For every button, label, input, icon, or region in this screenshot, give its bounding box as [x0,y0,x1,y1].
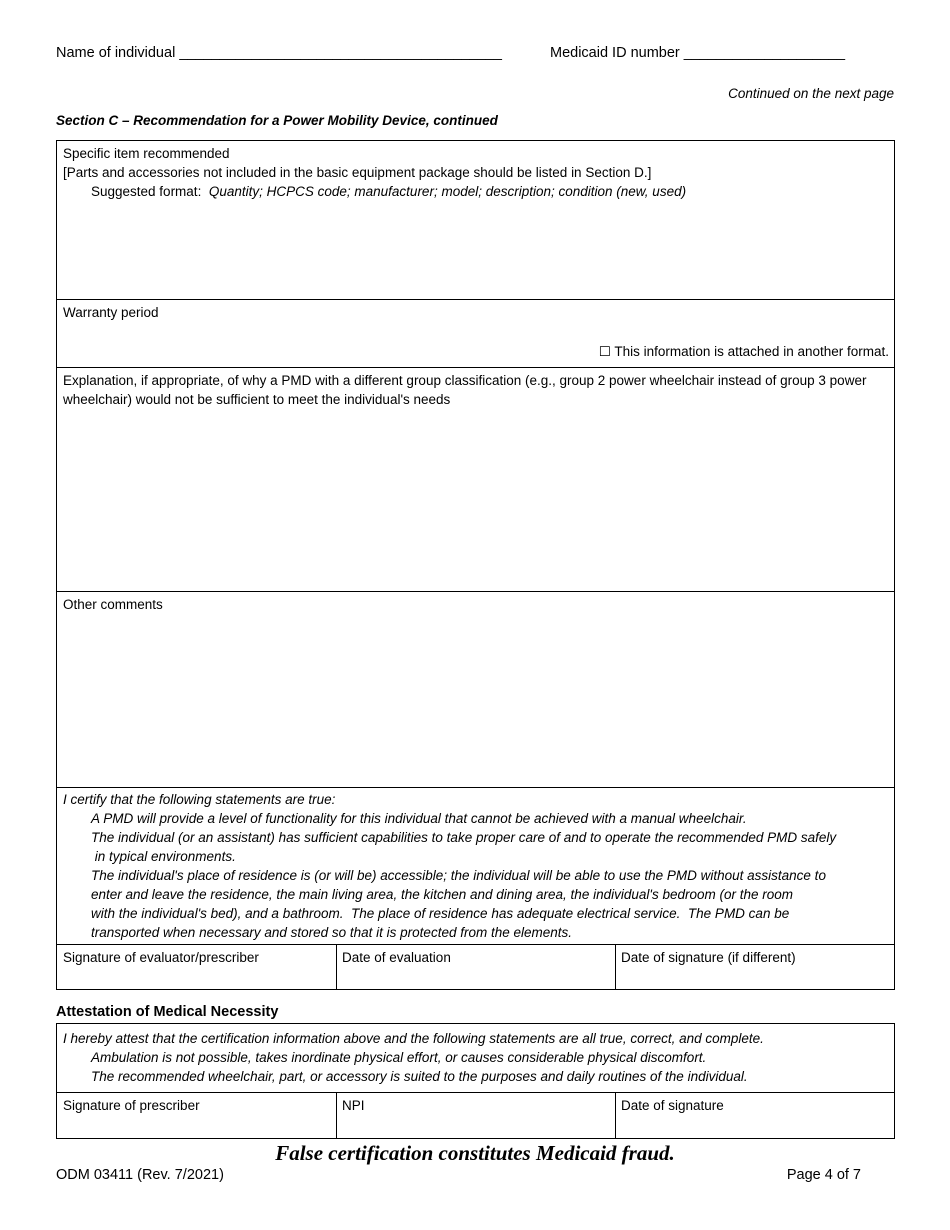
explanation-cell[interactable] [57,367,894,591]
evaluation-date-label: Date of evaluation [342,950,451,965]
checkbox-icon[interactable]: ☐ [598,344,611,359]
certify-statement-2b: in typical environments. [91,849,236,864]
certify-statement-2a: The individual (or an assistant) has sufficient capabilities to take proper care of and to operate the recommended PMD safely [91,830,837,845]
evaluator-signature-cell[interactable] [57,945,336,990]
signature-date-cell[interactable] [615,945,894,990]
specific-item-label: Specific item recommended [63,146,230,161]
medicaid-id-field[interactable] [550,45,845,61]
certify-statement-3d: transported when necessary and stored so that it is protected from the elements. [91,925,573,940]
suggested-format [63,182,686,201]
continued-note: Continued on the next page [728,86,894,101]
name-label: Name of individual [56,45,176,61]
signature-date-label: Date of signature (if different) [621,950,796,965]
name-of-individual-field[interactable] [56,45,502,61]
explanation-label: Explanation, if appropriate, of why a PMD with a different group classification (e.g., group 2 power wheelchair instead of group 3 power wheelchair) would not be sufficient to meet the individual's needs [63,373,867,407]
checkbox-label: This information is attached in another format. [614,344,889,359]
medicaid-label: Medicaid ID number [550,45,680,61]
specific-item-cell[interactable] [57,141,894,299]
certify-statement-3a: The individual's place of residence is (or will be) accessible; the individual will be able to use the PMD without assistance to [91,868,826,883]
specific-item-note: [Parts and accessories not included in the basic equipment package should be listed in Section D.] [63,165,652,180]
evaluator-signature-label: Signature of evaluator/prescriber [63,950,259,965]
attestation-statement-1: Ambulation is not possible, takes inordinate physical effort, or causes considerable physical discomfort. [91,1050,707,1065]
signature-row [57,944,894,989]
name-blank: ________________________________________ [179,45,502,61]
certify-statement-1: A PMD will provide a level of functionality for this individual that cannot be achieved with a manual wheelchair. [91,811,747,826]
attestation-title: Attestation of Medical Necessity [56,1004,279,1020]
attestation-form [56,1023,895,1139]
certify-statement-3b: enter and leave the residence, the main living area, the kitchen and dining area, the individual's bedroom (or the room [91,887,793,902]
fraud-warning: False certification constitutes Medicaid fraud. [275,1141,675,1165]
attestation-intro: I hereby attest that the certification information above and the following statements are all true, correct, and complete. [63,1031,764,1046]
prescriber-signature-label: Signature of prescriber [63,1098,200,1113]
certify-intro: I certify that the following statements are true: [63,792,336,807]
certify-statement-3c: with the individual's bed), and a bathroom. The place of residence has adequate electrical service. The PMD can be [91,906,790,921]
prescriber-signature-cell[interactable] [57,1093,336,1139]
attached-checkbox[interactable] [599,344,889,360]
page-number: Page 4 of 7 [786,1167,861,1183]
section-title: Section C – Recommendation for a Power Mobility Device, continued [56,113,498,128]
format-text: Quantity; HCPCS code; manufacturer; model; description; condition (new, used) [208,184,687,199]
attestation-signature-row [57,1092,894,1138]
npi-cell[interactable] [336,1093,615,1139]
npi-label: NPI [342,1098,365,1113]
other-comments-cell[interactable] [57,591,894,787]
attestation-date-cell[interactable] [615,1093,894,1139]
evaluation-date-cell[interactable] [336,945,615,990]
form-id: ODM 03411 (Rev. 7/2021) [56,1167,224,1183]
section-c-form [56,140,895,990]
warranty-label: Warranty period [63,305,159,320]
certify-cell [57,787,894,944]
attestation-date-label: Date of signature [621,1098,724,1113]
warranty-cell[interactable] [57,299,894,367]
format-prefix: Suggested format: [91,184,202,199]
attestation-statement-2: The recommended wheelchair, part, or accessory is suited to the purposes and daily routines of the individual. [91,1069,748,1084]
medicaid-blank: ____________________ [683,45,846,61]
other-comments-label: Other comments [63,597,163,612]
